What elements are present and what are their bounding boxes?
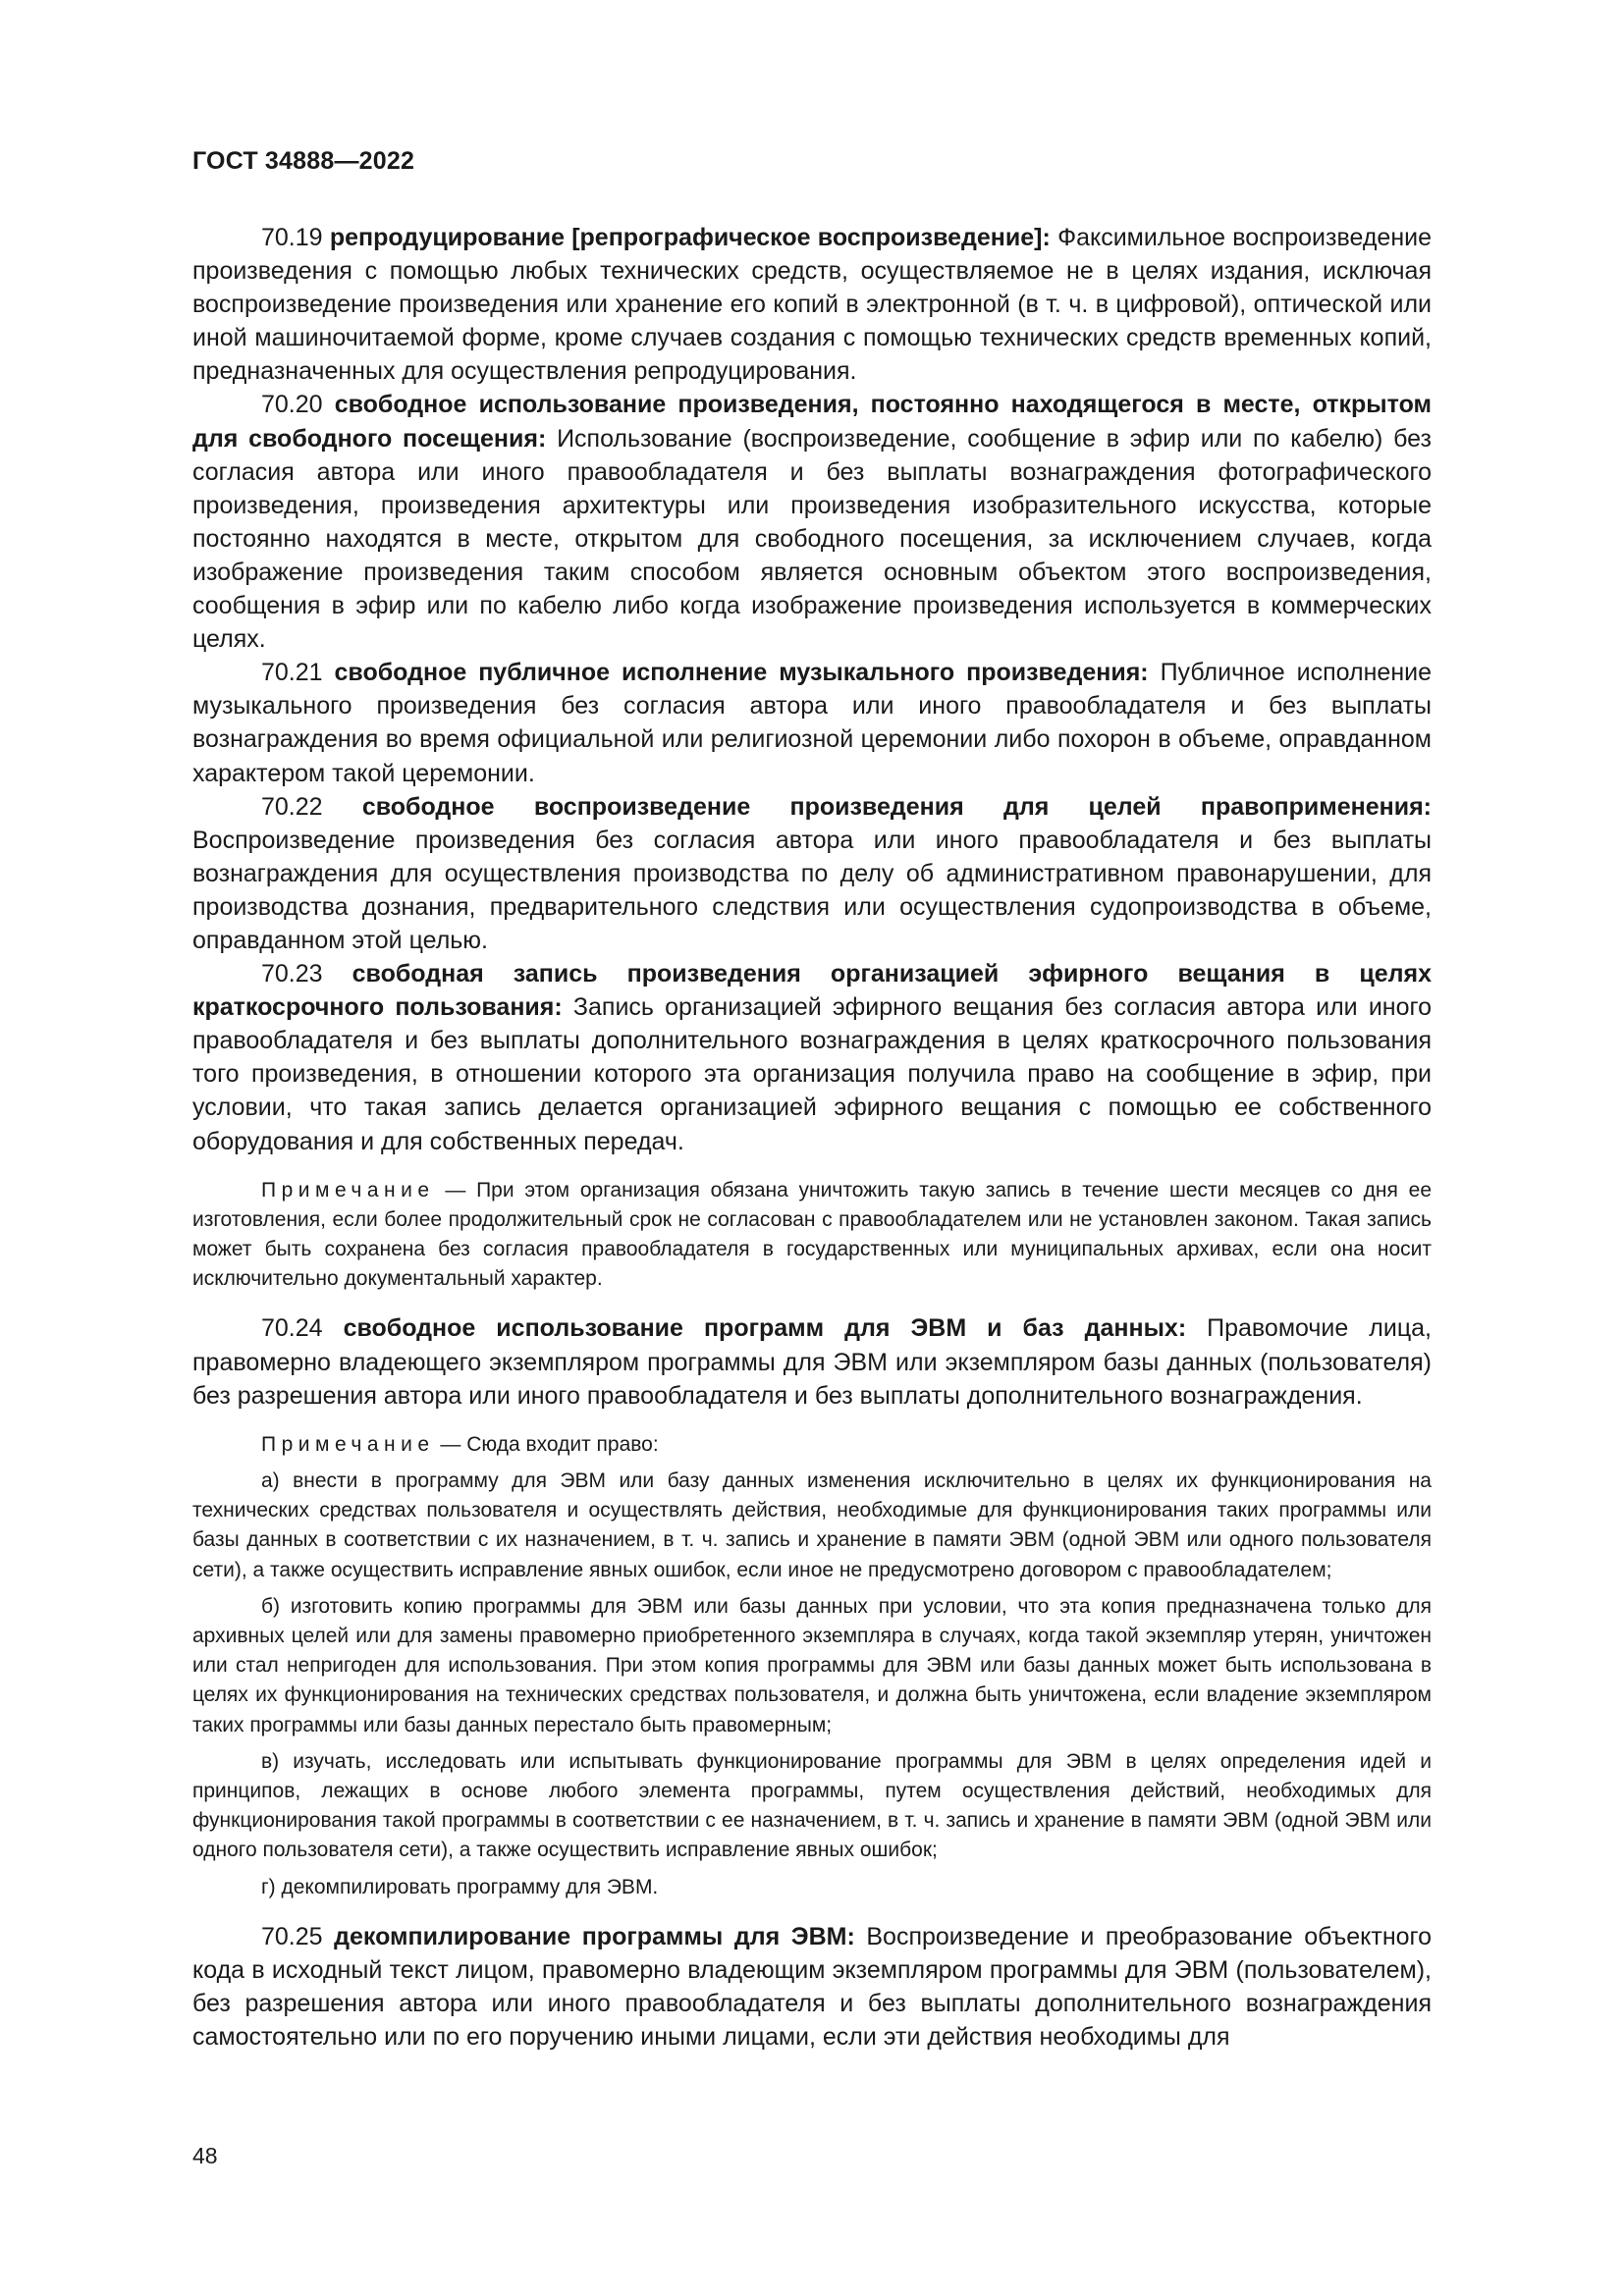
entry-term: свободное использование произведения, постоянно находящегося в месте, открытом для свободного посещения: <box>192 391 1433 453</box>
note-70-23 <box>192 1176 1432 1295</box>
note-70-24-intro <box>192 1430 1432 1460</box>
entry-70-25 <box>192 1920 1432 2054</box>
note-item-a: а) внести в программу для ЭВМ или базу данных изменения исключительно в целях их функционирования на технических средствах пользователя и осуществлять действия, необходимые для функционирования таких программы или базы данных в соответствии с их назначением, в т. ч. запись и хранение в памяти ЭВМ (одной ЭВМ или одного пользователя сети), а также осуществить исправление явных ошибок, если иное не предусмотрено договором с правообладателем; <box>192 1468 1432 1581</box>
entry-70-21 <box>192 656 1432 789</box>
entry-definition: Воспроизведение произведения без согласия автора или иного правообладателя и без выплаты вознаграждения для осуществления производства по делу об административном правонарушении, для производства дознания, предварительного следствия или осуществления судопроизводства в объеме, оправданном этой целью. <box>192 826 1432 954</box>
note-item-b: б) изготовить копию программы для ЭВМ или базы данных при условии, что эта копия предназначена только для архивных целей или для замены правомерно приобретенного экземпляра в случаях, когда такой экземпляр утерян, уничтожен или стал непригоден для использования. При этом копия программы для ЭВМ или базы данных может быть использована в целях их функционирования на технических средствах пользователя, и должна быть уничтожена, если владение экземпляром таких программы или базы данных перестало быть правомерным; <box>192 1594 1432 1736</box>
entry-70-20 <box>192 388 1432 656</box>
entry-term: декомпилирование программы для ЭВМ: <box>334 1922 855 1950</box>
entry-70-23 <box>192 957 1432 1158</box>
entry-number: 70.23 <box>261 960 323 988</box>
entry-term: репродуцирование [репрографическое воспроизведение]: <box>329 224 1051 251</box>
entry-term: свободное использование программ для ЭВМ и баз данных: <box>343 1314 1187 1343</box>
document-body <box>192 221 1432 2054</box>
entry-definition: Воспроизведение и преобразование объектного кода в исходный текст лицом, правомерно владеющим экземпляром программы для ЭВМ (пользователем), без разрешения автора или иного правообладателя и без выплаты дополнительного вознаграждения самостоятельно или по его поручению иными лицами, если эти действия необходимы для <box>192 1922 1432 2052</box>
note-text: — Сюда входит право: <box>440 1432 659 1456</box>
note-label: Примечание <box>261 1432 435 1456</box>
document-header: ГОСТ 34888—2022 <box>192 147 415 175</box>
entry-number: 70.19 <box>261 224 323 251</box>
entry-term: свободное публичное исполнение музыкального произведения: <box>334 659 1149 687</box>
note-label: Примечание <box>261 1178 435 1201</box>
entry-70-22 <box>192 790 1432 957</box>
entry-term: свободное воспроизведение произведения для целей правоприменения: <box>361 792 1432 821</box>
entry-70-24 <box>192 1311 1432 1412</box>
entry-definition: Факсимильное воспроизведение произведения с помощью любых технических средств, осуществляемое не в целях издания, исключая воспроизведение произведения или хранение его копий в электронной (в т. ч. в цифровой), оптической или иной машиночитаемой форме, кроме случаев создания с помощью технических средств временных копий, предназначенных для осуществления репродуцирования. <box>192 224 1433 386</box>
entry-definition: Использование (воспроизведение, сообщение в эфир или по кабелю) без согласия автора или иного правообладателя и без выплаты вознаграждения фотографического произведения, произведения архитектуры или произведения изобразительного искусства, которые постоянно находятся в месте, открытом для свободного посещения, за исключением случаев, когда изображение произведения таким способом является основным объектом этого воспроизведения, сообщения в эфир или по кабелю либо когда изображение произведения используется в коммерческих целях. <box>192 424 1432 654</box>
entry-number: 70.25 <box>261 1922 323 1950</box>
entry-term: свободная запись произведения организацией эфирного вещания в целях краткосрочного пользования: <box>192 960 1432 1022</box>
note-item-g: г) декомпилировать программу для ЭВМ. <box>261 1875 659 1898</box>
note-item-v: в) изучать, исследовать или испытывать функционирование программы для ЭВМ в целях определения идей и принципов, лежащих в основе любого элемента программы, путем осуществления действий, необходимых для функционирования такой программы в соответствии с ее назначением, в т. ч. запись и хранение в памяти ЭВМ (одной ЭВМ или одного пользователя сети), а также осуществить исправление явных ошибок; <box>192 1749 1432 1862</box>
entry-definition: Правомочие лица, правомерно владеющего экземпляром программы для ЭВМ или экземпляром базы данных (пользователя) без разрешения автора или иного правообладателя и без выплаты дополнительного вознаграждения. <box>192 1314 1432 1410</box>
entry-number: 70.24 <box>261 1314 323 1343</box>
entry-number: 70.22 <box>261 792 323 821</box>
entry-number: 70.20 <box>261 391 323 419</box>
note-text: — При этом организация обязана уничтожить такую запись в течение шести месяцев со дня ее изготовления, если более продолжительный срок не согласован с правообладателем или не установлен законом. Такая запись может быть сохранена без согласия правообладателя в государственных или муниципальных архивах, если она носит исключительно документальный характер. <box>192 1178 1432 1291</box>
entry-70-19 <box>192 221 1432 388</box>
entry-definition: Запись организацией эфирного вещания без согласия автора или иного правообладателя и без выплаты дополнительного вознаграждения в целях краткосрочного пользования того произведения, в отношении которого эта организация получила право на сообщение в эфир, при условии, что такая запись делается организацией эфирного вещания с помощью ее собственного оборудования и для собственных передач. <box>192 993 1432 1155</box>
entry-number: 70.21 <box>261 659 323 687</box>
page-number: 48 <box>192 2143 218 2168</box>
entry-definition: Публичное исполнение музыкального произведения без согласия автора или иного правообладателя и без выплаты вознаграждения во время официальной или религиозной церемонии либо похорон в объеме, оправданном характером такой церемонии. <box>192 659 1432 787</box>
